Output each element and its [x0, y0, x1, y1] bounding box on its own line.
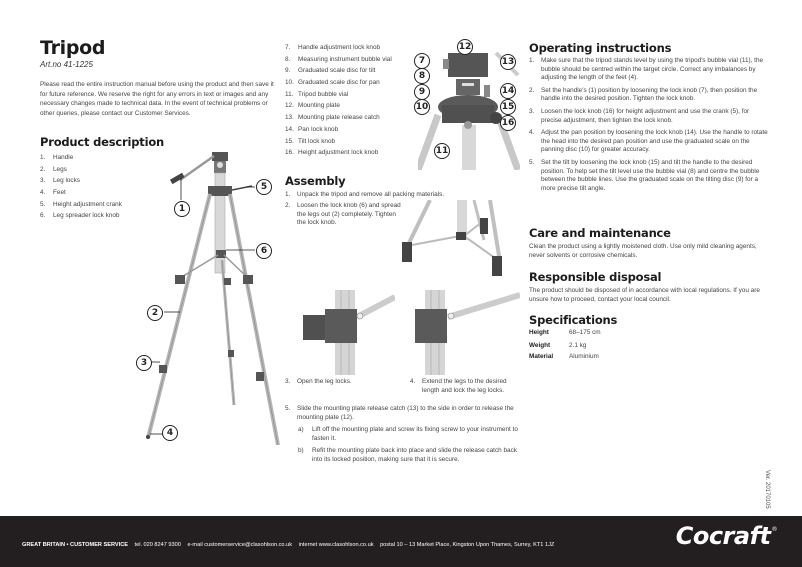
article-number: Art.no 41-1225 [40, 60, 93, 69]
footer-phone: tel. 020 8247 9300 [134, 542, 181, 548]
list-item: 4. Adjust the pan position by loosening the lock knob (14). Use the handle to rotate the head into the desired pan position and use the graduated scale on the panning disc (10) for greater accuracy. [529, 129, 768, 154]
heading-assembly: Assembly [285, 174, 346, 188]
operating-steps [529, 57, 769, 197]
tripod-illustration [140, 150, 280, 445]
heading-responsible-disposal: Responsible disposal [529, 270, 662, 284]
footer [0, 516, 802, 567]
list-item: 1. Unpack the tripod and remove all packing materials. [285, 191, 445, 198]
list-item: 5. Set the tilt by loosening the lock knob (15) and tilt the handle to the desired position. To help set the tilt level use the bubble vial (8) and centre the bubble between the bubble lines. Use the graduated scale on the tilting disc (9) for a more precise tilt angle. [529, 158, 760, 192]
list-item: 1. Make sure that the tripod stands level by using the tripod's bubble vial (11), the bubble should be centred within the target circle. Correct any imbalances by adjusting the length of the feet (4). [529, 57, 764, 82]
footer-contact [22, 542, 559, 548]
legs-spread-illustration [400, 200, 520, 280]
list-item: 3. Loosen the lock knob (16) for height adjustment and use the crank (5), for precise adjustment, then tighten the lock knob. [529, 107, 750, 124]
callout-10: 10 [414, 99, 430, 115]
list-item: b) Refit the mounting plate back into place and slide the release catch back into its locked position, making sure that it is secure. [298, 447, 517, 463]
brand-logo: Cocraft® [675, 522, 777, 550]
list-item: 5. Slide the mounting plate release catch (13) to the side in order to release the mounting plate (12). [285, 405, 514, 421]
list-item: 3. Leg locks [40, 177, 80, 185]
leg-lock-closed-illustration [415, 285, 520, 375]
footer-website[interactable]: internet www.clasohlson.co.uk [298, 542, 374, 548]
callout-14: 14 [500, 83, 516, 99]
list-item: a) Lift off the mounting plate and screw its fixing screw to your instrument to fasten it. [298, 426, 518, 442]
list-item: 2. Loosen the lock knob (6) and spread the legs out (2) completely. Tighten the lock knob. [285, 202, 401, 227]
list-item: 2. Set the handle's (1) position by loosening the lock knob (7), then position the handle into the desired position. Tighten the lock knob. [529, 86, 758, 103]
assembly-step-3 [285, 378, 400, 391]
assembly-substeps [298, 426, 522, 468]
spec-row-height: Height 68–175 cm [529, 329, 601, 336]
list-item: 10. Graduated scale disc for pan [285, 79, 380, 87]
disposal-text: The product should be disposed of in accordance with local regulations. If you are unsure how to proceed, contact your local council. [529, 287, 760, 303]
list-item: 2. Legs [40, 165, 67, 173]
list-item: 15. Tilt lock knob [285, 137, 336, 145]
list-item: 7. Handle adjustment lock knob [285, 44, 381, 51]
list-item: 6. Leg spreader lock knob [40, 212, 120, 220]
list-item: 5. Height adjustment crank [40, 200, 122, 208]
intro-paragraph: Please read the entire instruction manual before using the product and then save it for future reference. We reserve the right for any errors in text or images and any necessary changes made to technical data. In the event of technical problems or other queries, please contact our Customer Services. [40, 81, 274, 117]
assembly-step-4 [410, 378, 522, 399]
version-label: Ver. 20170105 [764, 470, 770, 509]
callout-3: 3 [136, 355, 152, 371]
footer-postal: postal 10 – 13 Market Place, Kingston Upon Thames, Surrey, KT1 1JZ [380, 542, 555, 548]
product-parts-list-2 [285, 44, 415, 161]
callout-6: 6 [256, 243, 272, 259]
list-item: 4. Feet [40, 189, 66, 197]
callout-8: 8 [414, 68, 430, 84]
callout-15: 15 [500, 99, 516, 115]
list-item: 3. Open the leg locks. [285, 378, 352, 385]
footer-email[interactable]: e-mail customerservice@clasohlson.co.uk [187, 542, 292, 548]
heading-specifications: Specifications [529, 313, 618, 327]
callout-16: 16 [500, 115, 516, 131]
heading-care-maintenance: Care and maintenance [529, 226, 671, 240]
heading-operating-instructions: Operating instructions [529, 41, 672, 55]
list-item: 16. Height adjustment lock knob [285, 149, 379, 157]
list-item: 1. Handle [40, 154, 74, 161]
customer-service-label: GREAT BRITAIN • CUSTOMER SERVICE [22, 542, 128, 548]
callout-4: 4 [162, 425, 178, 441]
callout-1: 1 [174, 201, 190, 217]
care-text: Clean the product using a lightly moistened cloth. Use only mild cleaning agents, never solvents or corrosive chemicals. [529, 243, 757, 259]
callout-7: 7 [414, 53, 430, 69]
callout-5: 5 [256, 179, 272, 195]
callout-11: 11 [434, 143, 450, 159]
assembly-step-5 [285, 405, 522, 426]
callout-12: 12 [457, 39, 473, 55]
spec-row-weight: Weight 2.1 kg [529, 342, 587, 349]
list-item: 9. Graduated scale disc for tilt [285, 67, 376, 75]
callout-13: 13 [500, 54, 516, 70]
spec-row-material: Material Aluminium [529, 353, 599, 360]
leg-lock-open-illustration [295, 285, 395, 375]
callout-2: 2 [147, 305, 163, 321]
page-title: Tripod [40, 37, 106, 59]
list-item: 8. Measuring instrument bubble vial [285, 55, 392, 63]
heading-product-description: Product description [40, 135, 165, 149]
list-item: 4. Extend the legs to the desired length and lock the leg locks. [410, 378, 507, 394]
registered-mark: ® [771, 526, 777, 533]
assembly-step-2 [285, 202, 403, 232]
list-item: 11. Tripod bubble vial [285, 90, 349, 98]
list-item: 12. Mounting plate [285, 102, 340, 110]
list-item: 14. Pan lock knob [285, 125, 339, 133]
list-item: 13. Mounting plate release catch [285, 114, 380, 122]
callout-9: 9 [414, 84, 430, 100]
